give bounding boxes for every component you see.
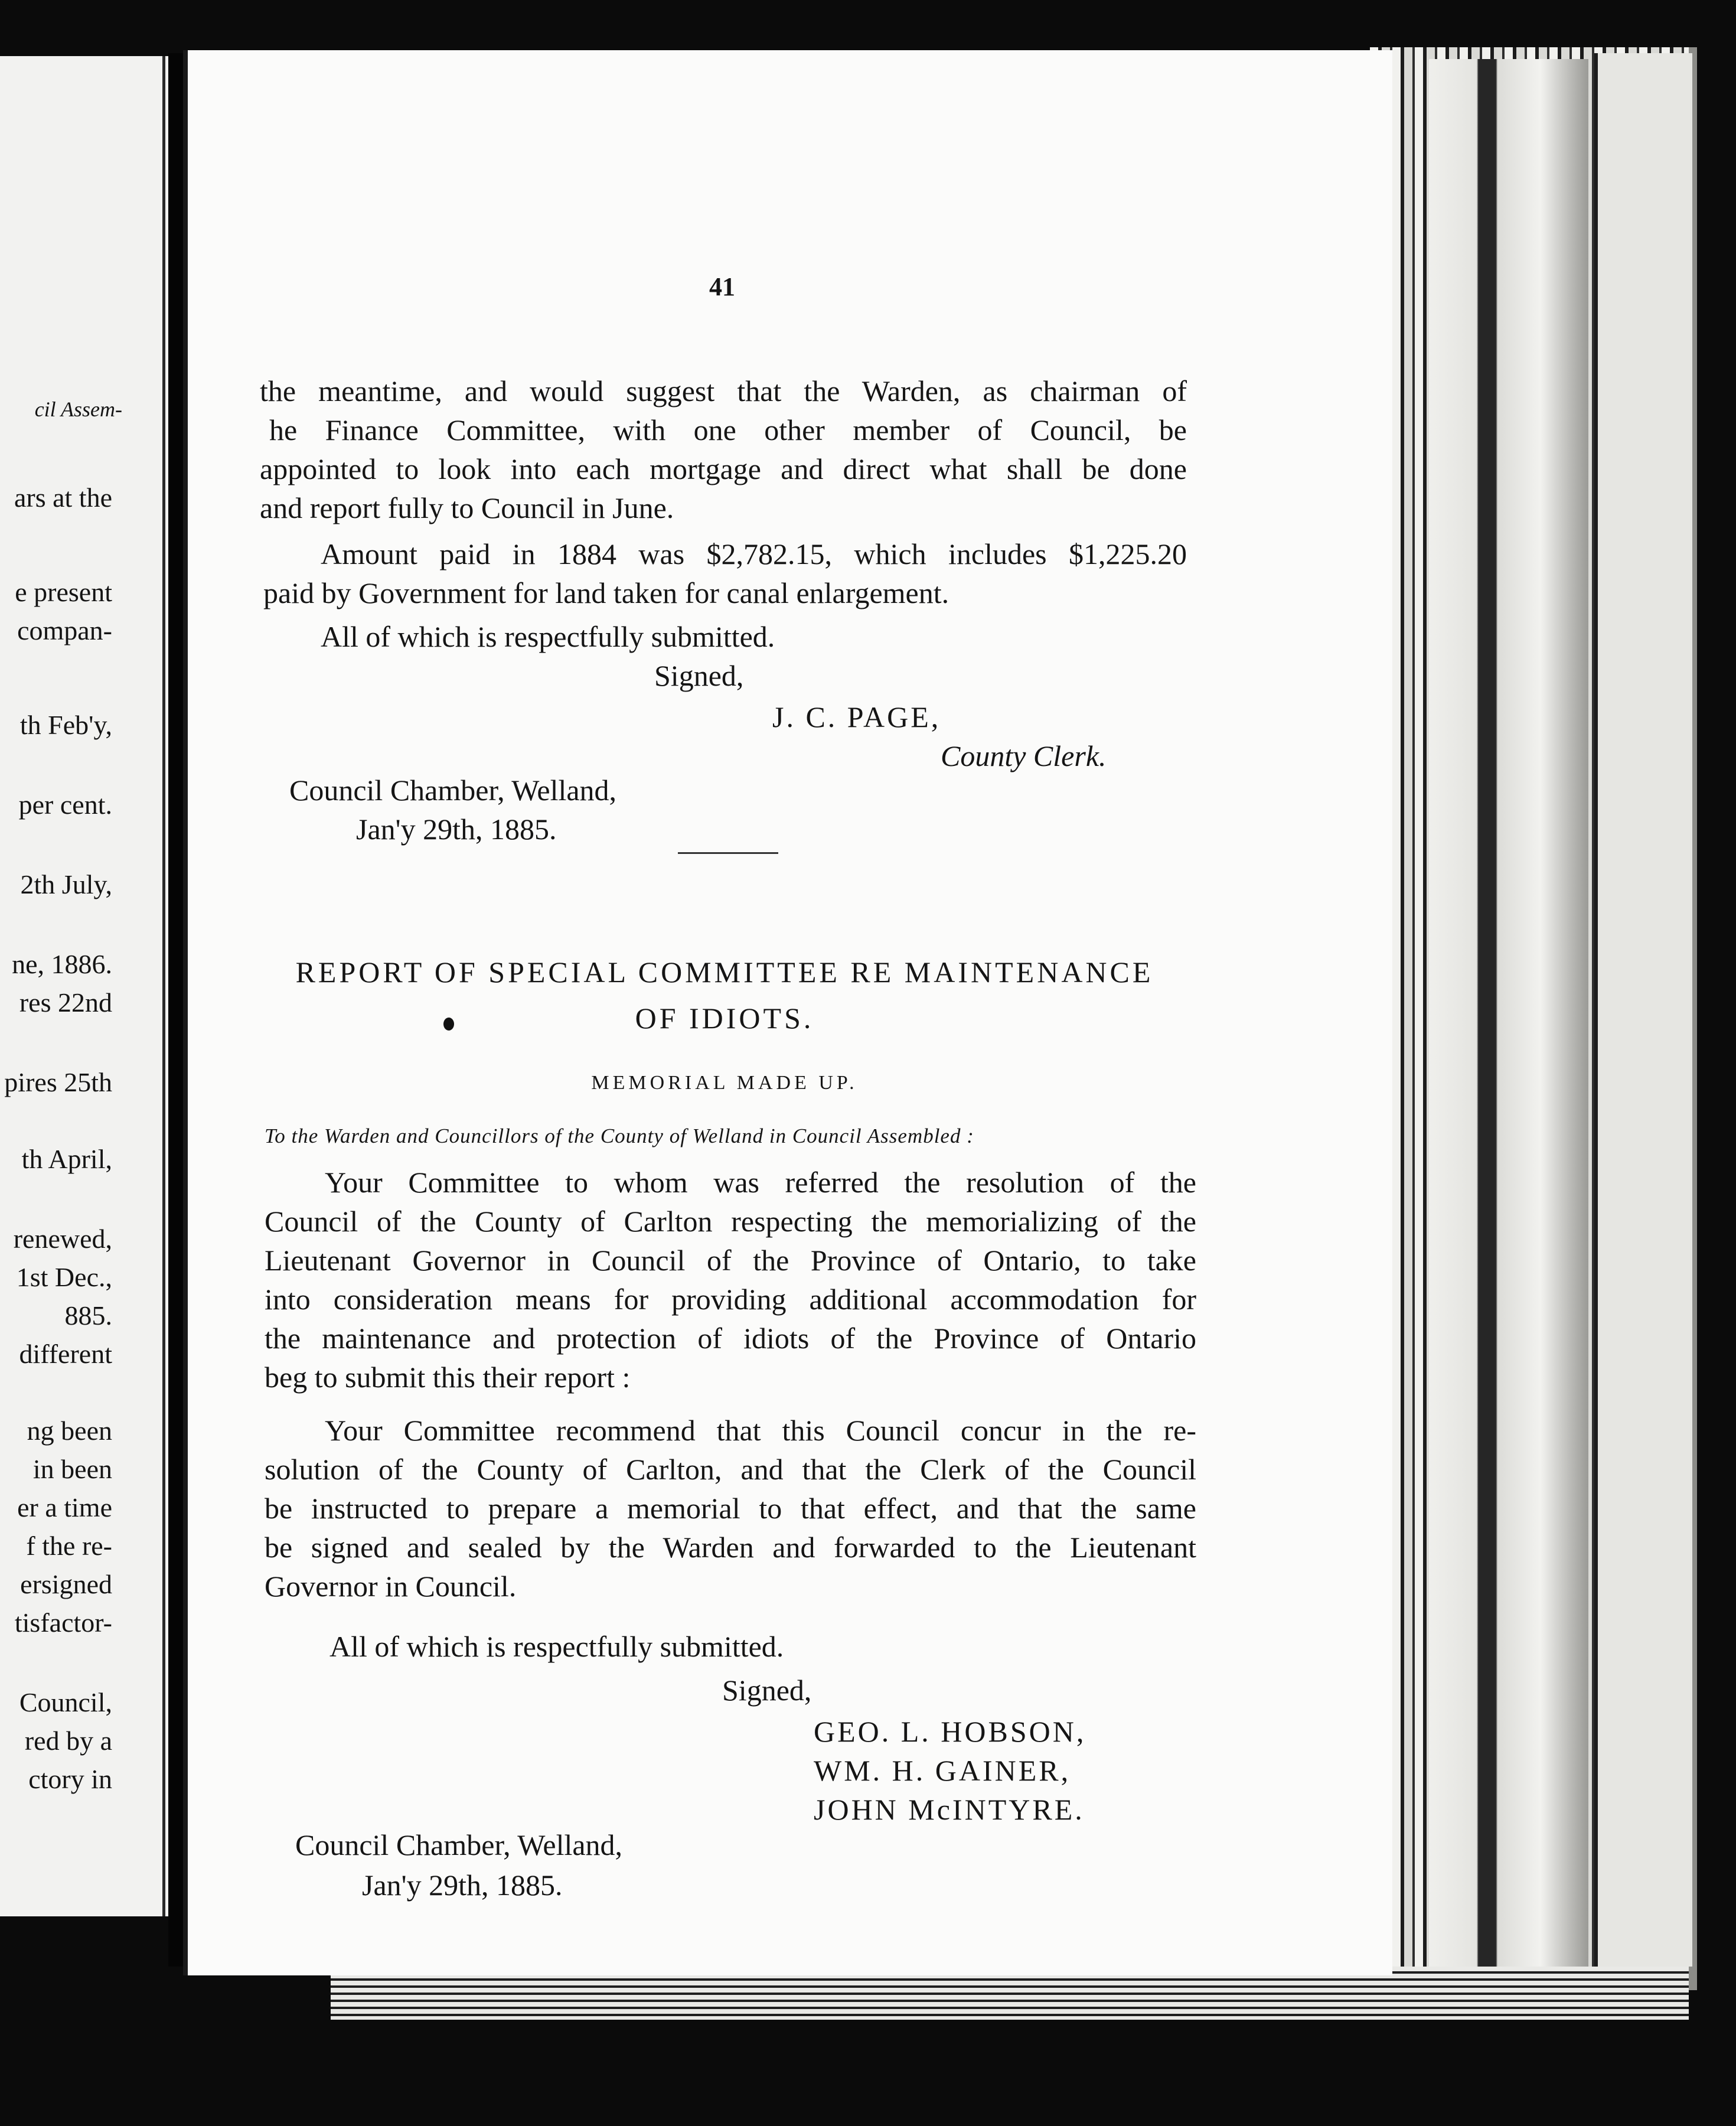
- left-fragment: th April,: [21, 1144, 112, 1174]
- report1-line: appointed to look into each mortgage and direct what shall be done: [260, 452, 1187, 485]
- left-fragment: e present: [15, 577, 112, 607]
- main-page: [183, 50, 1392, 1975]
- report1-date: Jan'y 29th, 1885.: [356, 813, 557, 846]
- left-fragment: ctory in: [28, 1764, 112, 1794]
- left-fragment: ars at the: [14, 482, 112, 513]
- report2-subheading: MEMORIAL MADE UP.: [591, 1072, 858, 1094]
- left-fragment: res 22nd: [19, 987, 112, 1018]
- report2-para2-line: Governor in Council.: [265, 1570, 517, 1603]
- report1-signed: Signed,: [654, 659, 744, 692]
- report2-date: Jan'y 29th, 1885.: [362, 1869, 563, 1902]
- left-fragment: cil Assem-: [34, 397, 122, 421]
- left-fragment: different: [19, 1339, 112, 1369]
- left-fragment: ersigned: [20, 1569, 112, 1599]
- report2-para2-line: Your Committee recommend that this Council concur in the re-: [325, 1414, 1196, 1447]
- report2-para1-line: the maintenance and protection of idiots of the Province of Ontario: [265, 1322, 1196, 1355]
- page-edge-block: [1429, 59, 1588, 1978]
- report2-signatory: JOHN McINTYRE.: [814, 1793, 1085, 1826]
- left-fragment: ne, 1886.: [12, 949, 112, 979]
- report2-para1-line: Council of the County of Carlton respecting the memorializing of the: [265, 1205, 1196, 1238]
- report2-heading-line1: REPORT OF SPECIAL COMMITTEE RE MAINTENANCE: [295, 956, 1154, 989]
- book-cover-edge: [1594, 53, 1692, 1967]
- left-fragment: ng been: [27, 1416, 112, 1446]
- left-fragment: 2th July,: [20, 869, 112, 899]
- section-divider-rule: [678, 852, 778, 854]
- left-fragment: red by a: [24, 1726, 112, 1756]
- report2-signatory: GEO. L. HOBSON,: [814, 1715, 1086, 1748]
- report2-para2-line: be signed and sealed by the Warden and forwarded to the Lieutenant: [265, 1531, 1196, 1564]
- report1-amount-line: Amount paid in 1884 was $2,782.15, which includes $1,225.20: [321, 537, 1187, 570]
- report2-signed: Signed,: [722, 1674, 812, 1707]
- left-fragment: per cent.: [18, 790, 112, 820]
- left-fragment: 1st Dec.,: [16, 1262, 112, 1292]
- left-fragment: Council,: [19, 1687, 112, 1717]
- report2-para1-line: beg to submit this their report :: [265, 1361, 631, 1394]
- report1-line: he Finance Committee, with one other member of Council, be: [269, 413, 1187, 446]
- report2-submitted: All of which is respectfully submitted.: [329, 1630, 784, 1663]
- report2-para1-line: Lieutenant Governor in Council of the Province of Ontario, to take: [265, 1244, 1196, 1277]
- report2-signatory: WM. H. GAINER,: [814, 1754, 1071, 1787]
- left-fragment: tisfactor-: [14, 1607, 112, 1638]
- left-fragment: pires 25th: [4, 1067, 112, 1097]
- page-number: 41: [709, 272, 735, 301]
- report1-line: and report fully to Council in June.: [260, 491, 674, 524]
- left-facing-page: [0, 56, 168, 1916]
- left-fragment: er a time: [17, 1492, 112, 1522]
- report2-para2-line: solution of the County of Carlton, and that the Clerk of the Council: [265, 1453, 1196, 1486]
- left-fragment: f the re-: [26, 1531, 112, 1561]
- report2-heading-line2: OF IDIOTS.: [635, 1002, 814, 1035]
- report2-para2-line: be instructed to prepare a memorial to that effect, and that the same: [265, 1492, 1196, 1525]
- ink-speck: [443, 1018, 454, 1031]
- left-fragment: th Feb'y,: [19, 710, 112, 740]
- report1-amount-line: paid by Government for land taken for canal enlargement.: [263, 576, 949, 609]
- report1-signatory: J. C. PAGE,: [772, 700, 941, 733]
- left-fragment: compan-: [17, 615, 112, 645]
- report1-signatory-title: County Clerk.: [941, 739, 1107, 772]
- left-fragment: renewed,: [13, 1224, 112, 1254]
- left-fragment: 885.: [64, 1300, 112, 1331]
- report1-submitted: All of which is respectfully submitted.: [321, 620, 775, 653]
- left-fragment: in been: [32, 1454, 112, 1484]
- report2-salutation: To the Warden and Councillors of the County of Welland in Council Assembled :: [265, 1124, 974, 1147]
- report2-place: Council Chamber, Welland,: [295, 1828, 623, 1861]
- report2-para1-line: into consideration means for providing additional accommodation for: [265, 1283, 1196, 1316]
- report1-line: the meantime, and would suggest that the Warden, as chairman of: [260, 374, 1187, 407]
- report2-para1-line: Your Committee to whom was referred the resolution of the: [325, 1166, 1196, 1199]
- report1-place: Council Chamber, Welland,: [289, 774, 617, 807]
